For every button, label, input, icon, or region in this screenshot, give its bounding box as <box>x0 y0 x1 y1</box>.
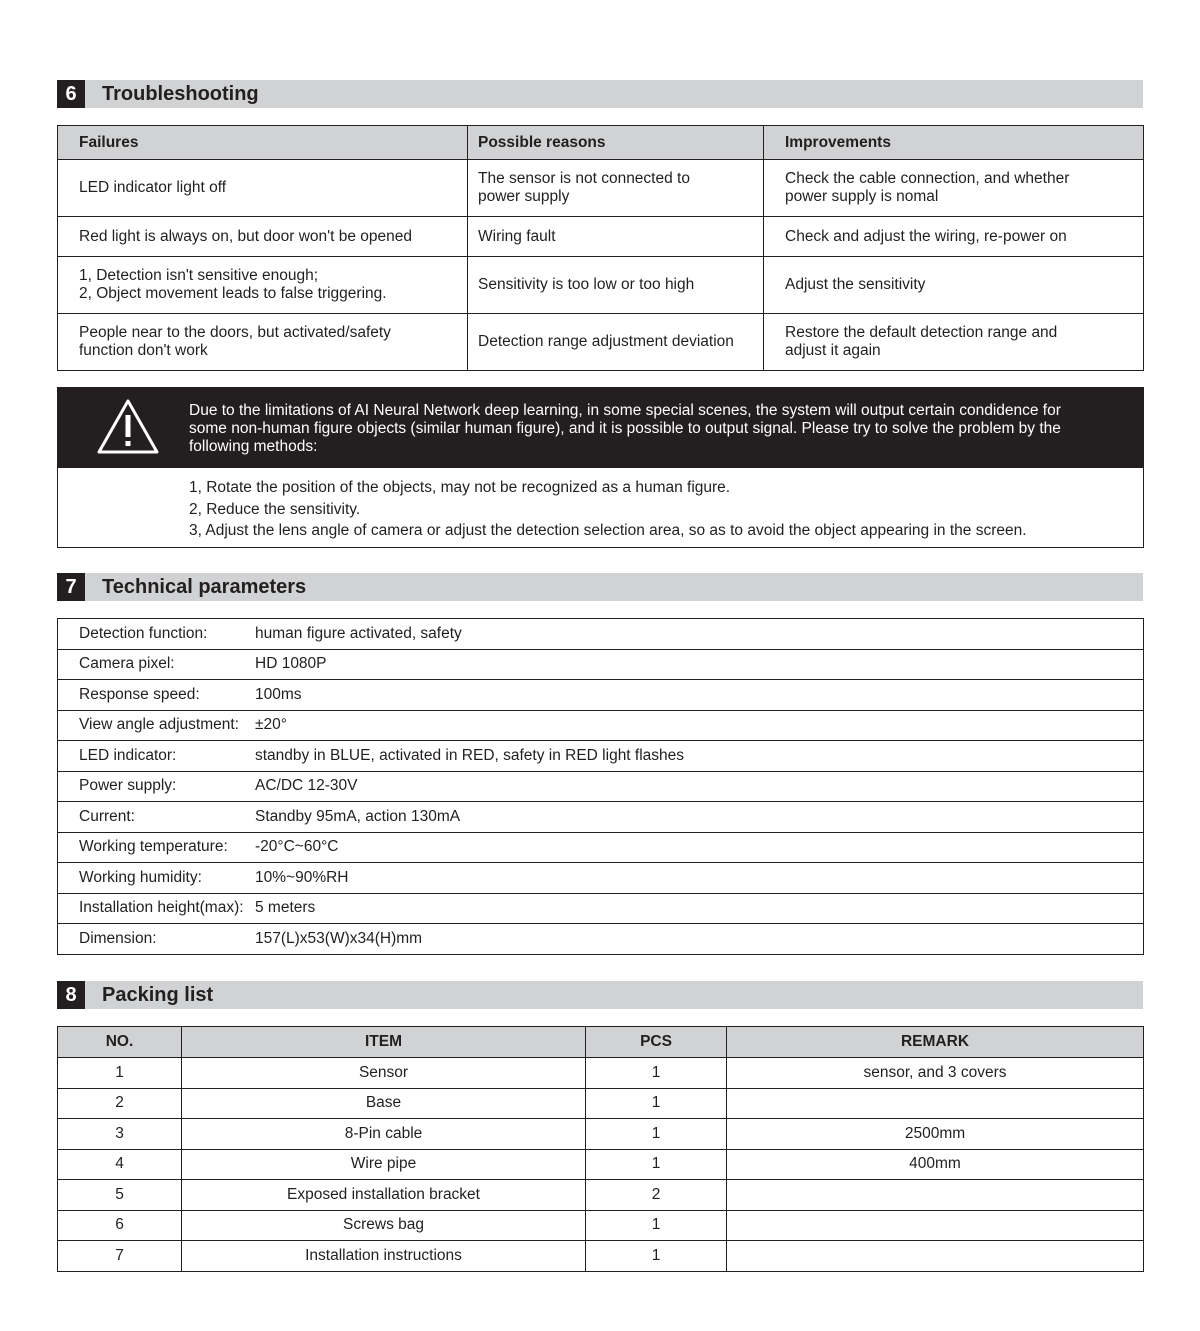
remark-cell <box>727 1241 1144 1272</box>
table-row <box>58 832 1144 863</box>
column-header: Failures <box>58 126 468 160</box>
param-label: Power supply: <box>58 771 256 802</box>
pcs-cell: 1 <box>586 1119 727 1150</box>
warning-box <box>57 387 1144 548</box>
param-value: human figure activated, safety <box>255 619 1144 650</box>
failure-cell: LED indicator light off <box>58 160 468 217</box>
pcs-cell: 1 <box>586 1241 727 1272</box>
table-row <box>58 802 1144 833</box>
item-cell: Screws bag <box>182 1210 586 1241</box>
column-header: Possible reasons <box>468 126 764 160</box>
table-row <box>58 649 1144 680</box>
item-cell: 8-Pin cable <box>182 1119 586 1150</box>
param-label: Detection function: <box>58 619 256 650</box>
pcs-cell: 1 <box>586 1088 727 1119</box>
item-cell: Base <box>182 1088 586 1119</box>
table-row <box>58 160 1144 217</box>
param-label: Working temperature: <box>58 832 256 863</box>
no-cell: 3 <box>58 1119 182 1150</box>
item-cell: Sensor <box>182 1058 586 1089</box>
no-cell: 2 <box>58 1088 182 1119</box>
remark-cell: 2500mm <box>727 1119 1144 1150</box>
column-header: Improvements <box>764 126 1144 160</box>
warning-text: Due to the limitations of AI Neural Network deep learning, in some special scenes, the system will output certain condidence for some non-human figure objects (similar human figure), and it is possible to output signal. Please try to solve the problem by the following methods: <box>189 402 1061 455</box>
param-label: Dimension: <box>58 924 256 955</box>
no-cell: 6 <box>58 1210 182 1241</box>
list-item: 3, Adjust the lens angle of camera or adjust the detection selection area, so as to avoid the object appearing in the screen. <box>189 522 1027 539</box>
param-value: standby in BLUE, activated in RED, safety in RED light flashes <box>255 741 1144 772</box>
table-row <box>58 1241 1144 1272</box>
column-header: ITEM <box>182 1027 586 1058</box>
improvement-cell: Adjust the sensitivity <box>764 257 1144 314</box>
section-title: Troubleshooting <box>102 83 259 105</box>
table-row <box>58 710 1144 741</box>
pcs-cell: 2 <box>586 1180 727 1211</box>
reason-cell: Wiring fault <box>468 217 764 257</box>
technical-parameters-table <box>57 618 1144 955</box>
param-label: Response speed: <box>58 680 256 711</box>
no-cell: 5 <box>58 1180 182 1211</box>
remark-cell <box>727 1088 1144 1119</box>
table-row <box>58 1088 1144 1119</box>
table-row <box>58 1149 1144 1180</box>
param-value: ±20° <box>255 710 1144 741</box>
table-row <box>58 619 1144 650</box>
reason-cell: The sensor is not connected to power supply <box>468 160 764 217</box>
section-number: 6 <box>57 80 85 108</box>
table-row <box>58 217 1144 257</box>
improvement-cell: Check the cable connection, and whether power supply is nomal <box>764 160 1144 217</box>
table-header-row <box>58 126 1144 160</box>
table-header-row <box>58 1027 1144 1058</box>
table-row <box>58 924 1144 955</box>
remark-cell: sensor, and 3 covers <box>727 1058 1144 1089</box>
reason-cell: Detection range adjustment deviation <box>468 314 764 371</box>
list-item: 1, Rotate the position of the objects, may not be recognized as a human figure. <box>189 479 731 496</box>
param-label: Working humidity: <box>58 863 256 894</box>
failure-cell: 1, Detection isn't sensitive enough; 2, Object movement leads to false triggering. <box>58 257 468 314</box>
table-row <box>58 680 1144 711</box>
no-cell: 1 <box>58 1058 182 1089</box>
section-title: Technical parameters <box>102 576 307 598</box>
table-row <box>58 771 1144 802</box>
column-header: REMARK <box>727 1027 1144 1058</box>
pcs-cell: 1 <box>586 1210 727 1241</box>
section-number: 7 <box>57 573 85 601</box>
reason-cell: Sensitivity is too low or too high <box>468 257 764 314</box>
section-header-packing-list <box>57 981 1143 1009</box>
improvement-cell: Restore the default detection range and adjust it again <box>764 314 1144 371</box>
param-label: View angle adjustment: <box>58 710 256 741</box>
param-label: Installation height(max): <box>58 893 256 924</box>
table-row <box>58 863 1144 894</box>
param-value: HD 1080P <box>255 649 1144 680</box>
param-value: 157(L)x53(W)x34(H)mm <box>255 924 1144 955</box>
section-number: 8 <box>57 981 85 1009</box>
param-label: Current: <box>58 802 256 833</box>
param-value: -20°C~60°C <box>255 832 1144 863</box>
remark-cell: 400mm <box>727 1149 1144 1180</box>
param-value: 10%~90%RH <box>255 863 1144 894</box>
warning-methods-list <box>189 477 1027 542</box>
pcs-cell: 1 <box>586 1149 727 1180</box>
troubleshooting-table <box>57 125 1144 371</box>
failure-cell: Red light is always on, but door won't be opened <box>58 217 468 257</box>
table-row <box>58 1119 1144 1150</box>
pcs-cell: 1 <box>586 1058 727 1089</box>
table-row <box>58 1210 1144 1241</box>
table-row <box>58 1058 1144 1089</box>
param-value: Standby 95mA, action 130mA <box>255 802 1144 833</box>
improvement-cell: Check and adjust the wiring, re-power on <box>764 217 1144 257</box>
item-cell: Installation instructions <box>182 1241 586 1272</box>
section-title: Packing list <box>102 984 214 1006</box>
table-row <box>58 741 1144 772</box>
item-cell: Exposed installation bracket <box>182 1180 586 1211</box>
remark-cell <box>727 1180 1144 1211</box>
packing-list-table <box>57 1026 1144 1272</box>
table-row <box>58 257 1144 314</box>
failure-cell: People near to the doors, but activated/safety function don't work <box>58 314 468 371</box>
table-row <box>58 314 1144 371</box>
section-header-troubleshooting <box>57 80 1143 108</box>
column-header: PCS <box>586 1027 727 1058</box>
section-header-technical-parameters <box>57 573 1143 601</box>
remark-cell <box>727 1210 1144 1241</box>
warning-triangle-icon <box>96 398 160 456</box>
item-cell: Wire pipe <box>182 1149 586 1180</box>
no-cell: 7 <box>58 1241 182 1272</box>
param-value: 100ms <box>255 680 1144 711</box>
param-value: 5 meters <box>255 893 1144 924</box>
no-cell: 4 <box>58 1149 182 1180</box>
list-item: 2, Reduce the sensitivity. <box>189 500 361 518</box>
table-row <box>58 893 1144 924</box>
param-label: LED indicator: <box>58 741 256 772</box>
param-value: AC/DC 12-30V <box>255 771 1144 802</box>
table-row <box>58 1180 1144 1211</box>
warning-header <box>58 388 1143 468</box>
column-header: NO. <box>58 1027 182 1058</box>
param-label: Camera pixel: <box>58 649 256 680</box>
